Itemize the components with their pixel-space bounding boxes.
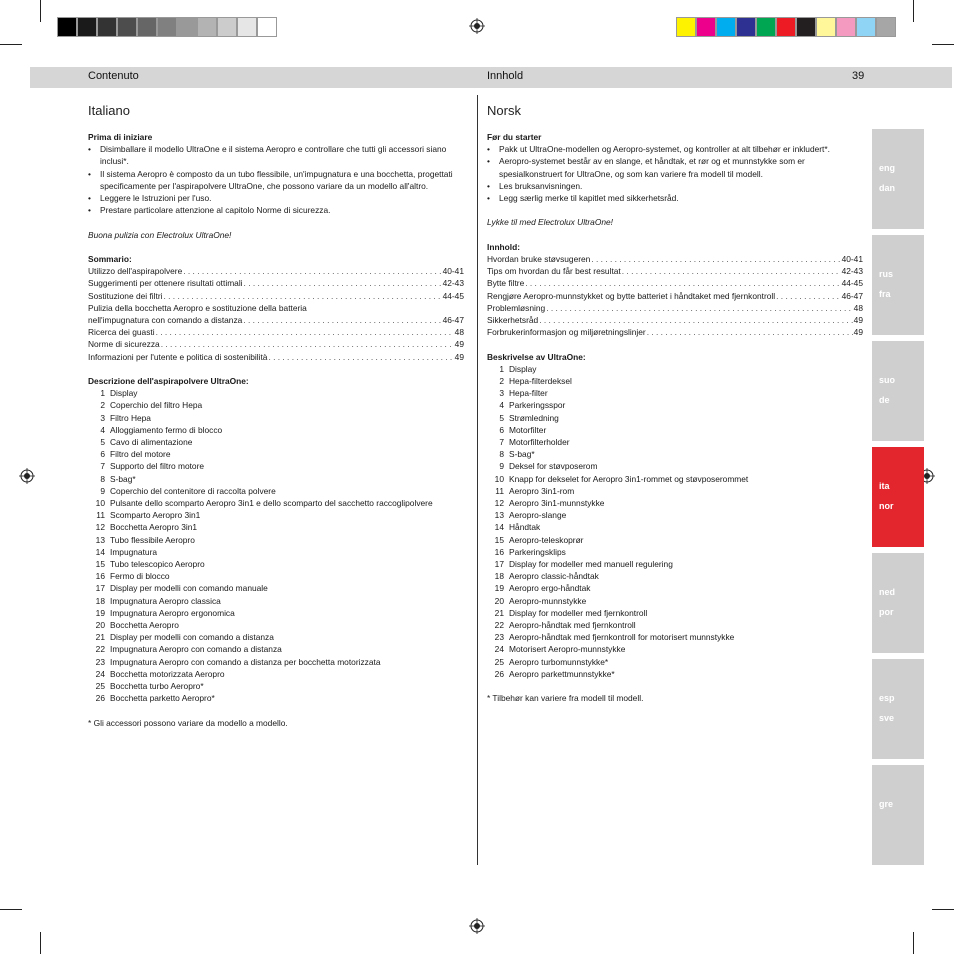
toc-entry — [487, 326, 863, 338]
list-item — [88, 619, 464, 631]
list-item — [487, 497, 863, 509]
language-tab-code: de — [879, 395, 890, 405]
part-number: 19 — [95, 607, 105, 618]
part-number: 2 — [100, 400, 105, 411]
bullet-item: • Aeropro-systemet består av en slange, et håndtak, et rør og et munnstykke som er spesialkonstruert for UltraOne, og som kan variere fra modell til modell. — [487, 155, 863, 179]
toc-entry — [487, 302, 863, 314]
list-item — [487, 363, 863, 375]
part-number: 16 — [494, 546, 504, 557]
part-number: 4 — [499, 400, 504, 411]
list-item — [88, 509, 464, 521]
part-number: 6 — [100, 449, 105, 460]
language-tab-ita[interactable] — [872, 447, 924, 547]
header-center: Innhold — [487, 70, 524, 82]
color-swatch — [177, 17, 197, 37]
list-item — [487, 619, 863, 631]
list-item — [88, 497, 464, 509]
toc-entry — [88, 338, 464, 350]
toc-leader — [161, 338, 454, 350]
greeting: Lykke til med Electrolux UltraOne! — [487, 217, 613, 228]
part-label: Coperchio del contenitore di raccolta polvere — [110, 485, 276, 496]
part-label: Parkeringsspor — [509, 400, 566, 411]
part-label: Motorfilter — [509, 424, 547, 435]
toc-leader — [546, 302, 852, 314]
list-item — [487, 582, 863, 594]
toc-leader — [622, 265, 841, 277]
part-label: Display for modeller med manuell regulering — [509, 559, 673, 570]
part-number: 12 — [95, 522, 105, 533]
color-swatch — [217, 17, 237, 37]
bullet-item: • Leggere le Istruzioni per l'uso. — [88, 192, 464, 204]
color-swatch — [696, 17, 716, 37]
toc-page: 49 — [853, 327, 863, 338]
language-tab-eng[interactable] — [872, 129, 924, 229]
before-heading: Prima di iniziare — [88, 132, 153, 142]
color-swatch — [816, 17, 836, 37]
language-tab-code: eng — [879, 163, 896, 173]
part-label: Coperchio del filtro Hepa — [110, 400, 203, 411]
part-number: 3 — [100, 412, 105, 423]
toc-title: Sostituzione dei filtri — [88, 290, 163, 301]
list-item — [487, 534, 863, 546]
list-item — [487, 399, 863, 411]
part-label: Pulsante dello scomparto Aeropro 3in1 e dello scomparto del sacchetto raccoglipolvere — [110, 498, 433, 509]
toc-title: Problemløsning — [487, 302, 546, 313]
list-item — [487, 448, 863, 460]
toc-page: 42-43 — [442, 278, 464, 289]
part-label: Aeropro ergo-håndtak — [509, 583, 591, 594]
part-label: Aeropro-håndtak med fjernkontroll — [509, 620, 636, 631]
toc-title: Bytte filtre — [487, 278, 525, 289]
list-item — [88, 582, 464, 594]
list-item — [487, 631, 863, 643]
bullet-item: • Les bruksanvisningen. — [487, 180, 863, 192]
language-tab-code: sve — [879, 713, 895, 723]
toc-page: 40-41 — [442, 266, 464, 277]
table-of-contents — [88, 265, 464, 363]
part-label: Tubo flessibile Aeropro — [110, 534, 195, 545]
color-swatch — [197, 17, 217, 37]
part-label: Display per modelli con comando a distanza — [110, 632, 274, 643]
footnote: * Gli accessori possono variare da modello a modello. — [88, 717, 288, 728]
language-tab-code: gre — [879, 799, 894, 809]
part-label: Impugnatura Aeropro ergonomica — [110, 607, 235, 618]
list-item — [487, 607, 863, 619]
language-tab-esp[interactable] — [872, 659, 924, 759]
part-number: 1 — [499, 363, 504, 374]
bullet-item: • Disimballare il modello UltraOne e il sistema Aeropro e controllare che tutti gli accessori siano inclusi*. — [88, 143, 464, 167]
part-label: Fermo di blocco — [110, 571, 170, 582]
part-label: Hepa-filter — [509, 388, 548, 399]
list-item — [88, 570, 464, 582]
part-label: Aeropro classic-håndtak — [509, 571, 599, 582]
part-number: 8 — [499, 449, 504, 460]
summary-heading: Innhold: — [487, 241, 521, 252]
section-title-italiano: Italiano — [88, 103, 130, 118]
part-number: 18 — [494, 571, 504, 582]
list-item — [487, 595, 863, 607]
part-label: Impugnatura Aeropro classica — [110, 595, 221, 606]
part-label: Hepa-filterdeksel — [509, 376, 572, 387]
part-number: 7 — [499, 437, 504, 448]
toc-entry — [88, 265, 464, 277]
part-number: 20 — [95, 620, 105, 631]
color-swatch — [836, 17, 856, 37]
toc-page: 44-45 — [442, 290, 464, 301]
part-number: 24 — [95, 668, 105, 679]
parts-list — [487, 363, 863, 680]
list-item — [88, 521, 464, 533]
page-number: 39 — [852, 70, 865, 82]
part-number: 14 — [494, 522, 504, 533]
part-number: 5 — [499, 412, 504, 423]
registration-mark-icon — [469, 18, 485, 34]
part-label: S-bag* — [110, 473, 136, 484]
list-item — [88, 643, 464, 655]
color-swatch — [676, 17, 696, 37]
toc-entry — [88, 314, 464, 326]
part-number: 11 — [96, 510, 105, 521]
part-label: Tubo telescopico Aeropro — [110, 559, 205, 570]
toc-leader — [183, 265, 441, 277]
list-item — [487, 412, 863, 424]
part-number: 16 — [95, 571, 105, 582]
part-label: Bocchetta parketto Aeropro* — [110, 693, 215, 704]
parts-list — [88, 387, 464, 704]
list-item — [88, 595, 464, 607]
toc-page: 40-41 — [841, 254, 863, 264]
toc-entry — [88, 302, 464, 314]
header-left: Contenuto — [88, 70, 139, 82]
part-number: 13 — [494, 510, 504, 521]
before-list — [88, 143, 464, 216]
part-number: 9 — [499, 461, 504, 472]
toc-page: 48 — [454, 327, 464, 338]
part-label: Aeropro 3in1-rom — [509, 485, 575, 496]
toc-leader — [268, 351, 453, 363]
part-number: 23 — [494, 632, 504, 643]
part-label: Bocchetta turbo Aeropro* — [110, 681, 204, 692]
list-item — [487, 509, 863, 521]
part-number: 7 — [100, 461, 105, 472]
before-list — [487, 143, 863, 204]
toc-entry — [88, 290, 464, 302]
part-number: 26 — [494, 668, 504, 679]
part-label: Aeropro-slange — [509, 510, 567, 521]
registration-mark-icon — [19, 468, 35, 484]
parts-heading: Descrizione dell'aspirapolvere UltraOne: — [88, 376, 249, 387]
language-tab-code: ita — [879, 481, 890, 491]
part-label: Display — [509, 363, 537, 374]
list-item — [88, 668, 464, 680]
color-swatch — [736, 17, 756, 37]
toc-entry — [487, 290, 863, 302]
part-number: 17 — [95, 583, 105, 594]
part-number: 21 — [494, 607, 504, 618]
part-label: Knapp for dekselet for Aeropro 3in1-rommet og støvposerommet — [509, 473, 749, 484]
color-swatch — [77, 17, 97, 37]
list-item — [88, 534, 464, 546]
list-item — [487, 521, 863, 533]
language-tab-rus[interactable] — [872, 235, 924, 335]
language-tab-code: rus — [879, 269, 894, 279]
list-item — [487, 643, 863, 655]
part-label: Aeropro-teleskoprør — [509, 534, 584, 545]
color-swatch — [237, 17, 257, 37]
part-label: Bocchetta Aeropro — [110, 620, 179, 631]
list-item — [487, 460, 863, 472]
toc-entry — [487, 265, 863, 277]
list-item — [88, 412, 464, 424]
footnote: * Tilbehør kan variere fra modell til modell. — [487, 693, 644, 704]
part-number: 20 — [494, 595, 504, 606]
part-number: 12 — [494, 498, 504, 509]
language-tab-gre[interactable] — [872, 765, 924, 865]
part-label: Cavo di alimentazione — [110, 437, 193, 448]
language-tab-ned[interactable] — [872, 553, 924, 653]
table-of-contents — [487, 253, 863, 338]
list-item — [88, 558, 464, 570]
toc-page: 42-43 — [841, 266, 863, 277]
toc-page: 49 — [853, 315, 863, 326]
part-number: 22 — [95, 644, 105, 655]
part-label: Supporto del filtro motore — [110, 461, 205, 472]
toc-title: Utilizzo dell'aspirapolvere — [88, 266, 183, 277]
process-color-bar — [676, 17, 896, 37]
part-number: 6 — [499, 424, 504, 435]
toc-page: 49 — [454, 351, 464, 362]
toc-title: Informazioni per l'utente e politica di sostenibilità — [88, 351, 268, 362]
toc-title: nell'impugnatura con comando a distanza — [88, 315, 243, 326]
part-number: 17 — [494, 559, 504, 570]
part-number: 23 — [95, 656, 105, 667]
toc-title: Pulizia della bocchetta Aeropro e sostituzione della batteria — [88, 302, 307, 313]
greeting: Buona pulizia con Electrolux UltraOne! — [88, 229, 232, 240]
part-label: Aeropro turbomunnstykke* — [509, 656, 609, 667]
language-tab-code: por — [879, 607, 894, 617]
part-number: 8 — [100, 473, 105, 484]
part-label: Aeropro-munnstykke — [509, 595, 587, 606]
toc-leader — [539, 314, 852, 326]
toc-page: 46-47 — [841, 290, 863, 301]
color-swatch — [157, 17, 177, 37]
toc-title: Rengjøre Aeropro-munnstykket og bytte batteriet i håndtaket med fjernkontroll — [487, 290, 776, 301]
part-number: 25 — [95, 681, 105, 692]
part-label: Motorisert Aeropro-munnstykke — [509, 644, 626, 655]
language-tab-code: suo — [879, 375, 896, 385]
toc-leader — [156, 326, 454, 338]
toc-page: 48 — [853, 302, 863, 313]
color-swatch — [856, 17, 876, 37]
part-label: Deksel for støvposerom — [509, 461, 598, 472]
color-swatch — [257, 17, 277, 37]
language-tab-code: ned — [879, 587, 896, 597]
color-swatch — [796, 17, 816, 37]
part-number: 25 — [494, 656, 504, 667]
list-item — [487, 668, 863, 680]
part-number: 3 — [499, 388, 504, 399]
bullet-item: • Il sistema Aeropro è composto da un tubo flessibile, un'impugnatura e una bocchetta, progettati specificamente per l'aspirapolvere UltraOne, che possono variare da un modello all'altro. — [88, 168, 464, 192]
toc-entry — [88, 351, 464, 363]
part-number: 11 — [495, 485, 504, 496]
part-label: Aeropro parkettmunnstykke* — [509, 668, 615, 679]
list-item — [487, 424, 863, 436]
color-swatch — [137, 17, 157, 37]
part-number: 18 — [95, 595, 105, 606]
part-number: 19 — [494, 583, 504, 594]
language-tab-code: esp — [879, 693, 895, 703]
summary-heading: Sommario: — [88, 254, 132, 264]
toc-leader — [647, 326, 853, 338]
toc-entry — [487, 277, 863, 289]
toc-page: 44-45 — [841, 278, 863, 289]
color-swatch — [97, 17, 117, 37]
part-label: S-bag* — [509, 449, 535, 460]
list-item — [487, 387, 863, 399]
part-number: 14 — [95, 546, 105, 557]
part-number: 5 — [100, 437, 105, 448]
color-swatch — [57, 17, 77, 37]
toc-leader — [244, 277, 442, 289]
bullet-item: • Pakk ut UltraOne-modellen og Aeropro-systemet, og kontroller at alt tilbehør er inkludert*. — [487, 143, 863, 155]
part-number: 9 — [100, 485, 105, 496]
part-label: Strømledning — [509, 412, 559, 423]
toc-entry — [88, 326, 464, 338]
section-title-norsk: Norsk — [487, 103, 521, 118]
list-item — [487, 546, 863, 558]
toc-title: Ricerca dei guasti — [88, 327, 155, 338]
part-number: 10 — [95, 498, 105, 509]
grey-color-bar — [57, 17, 277, 37]
before-heading: Før du starter — [487, 132, 542, 142]
list-item — [88, 656, 464, 668]
toc-entry — [88, 277, 464, 289]
part-label: Bocchetta motorizzata Aeropro — [110, 668, 225, 679]
part-label: Bocchetta Aeropro 3in1 — [110, 522, 198, 533]
bullet-item: • Prestare particolare attenzione al capitolo Norme di sicurezza. — [88, 204, 464, 216]
list-item — [487, 485, 863, 497]
registration-mark-icon — [469, 918, 485, 934]
list-item — [487, 473, 863, 485]
color-swatch — [117, 17, 137, 37]
part-label: Impugnatura Aeropro con comando a distanza — [110, 644, 282, 655]
part-label: Display — [110, 388, 138, 399]
part-label: Parkeringsklips — [509, 546, 566, 557]
part-label: Impugnatura Aeropro con comando a distanza per bocchetta motorizzata — [110, 656, 381, 667]
part-label: Filtro del motore — [110, 449, 171, 460]
toc-title: Sikkerhetsråd — [487, 315, 539, 326]
toc-entry — [487, 253, 863, 265]
toc-page: 46-47 — [442, 315, 464, 326]
toc-leader — [163, 290, 441, 302]
list-item — [88, 546, 464, 558]
column-divider — [477, 95, 478, 865]
toc-leader — [243, 314, 441, 326]
part-label: Aeropro 3in1-munnstykke — [509, 498, 605, 509]
toc-title: Hvordan bruke støvsugeren — [487, 254, 591, 264]
italiano-column — [88, 131, 464, 729]
part-number: 24 — [494, 644, 504, 655]
part-label: Aeropro-håndtak med fjernkontroll for motorisert munnstykke — [509, 632, 735, 643]
list-item — [487, 436, 863, 448]
toc-title: Suggerimenti per ottenere risultati ottimali — [88, 278, 243, 289]
list-item — [88, 680, 464, 692]
list-item — [487, 656, 863, 668]
color-swatch — [716, 17, 736, 37]
part-number: 26 — [95, 693, 105, 704]
toc-title: Norme di sicurezza — [88, 339, 160, 350]
language-tab-code: dan — [879, 183, 896, 193]
color-swatch — [756, 17, 776, 37]
part-number: 15 — [95, 559, 105, 570]
toc-leader — [776, 290, 840, 302]
toc-title: Forbrukerinformasjon og miljøretningslinjer — [487, 327, 646, 338]
part-number: 1 — [100, 388, 105, 399]
color-swatch — [776, 17, 796, 37]
toc-leader — [591, 253, 840, 265]
part-label: Alloggiamento fermo di blocco — [110, 424, 223, 435]
language-tab-code: nor — [879, 501, 894, 511]
bullet-item: • Legg særlig merke til kapitlet med sikkerhetsråd. — [487, 192, 863, 204]
toc-title: Tips om hvordan du får best resultat — [487, 266, 621, 277]
norsk-column — [487, 131, 863, 704]
list-item — [88, 607, 464, 619]
list-item — [487, 558, 863, 570]
list-item — [88, 387, 464, 399]
list-item — [487, 375, 863, 387]
list-item — [88, 399, 464, 411]
list-item — [88, 460, 464, 472]
list-item — [88, 631, 464, 643]
toc-page: 49 — [454, 339, 464, 350]
list-item — [88, 448, 464, 460]
toc-leader — [525, 277, 840, 289]
parts-heading: Beskrivelse av UltraOne: — [487, 351, 586, 362]
list-item — [88, 436, 464, 448]
part-number: 2 — [499, 376, 504, 387]
part-label: Impugnatura — [110, 546, 158, 557]
part-label: Display per modelli con comando manuale — [110, 583, 268, 594]
part-number: 22 — [494, 620, 504, 631]
color-swatch — [876, 17, 896, 37]
part-number: 21 — [95, 632, 105, 643]
part-number: 10 — [494, 473, 504, 484]
part-label: Display for modeller med fjernkontroll — [509, 607, 648, 618]
list-item — [88, 473, 464, 485]
part-number: 15 — [494, 534, 504, 545]
list-item — [88, 692, 464, 704]
part-label: Filtro Hepa — [110, 412, 151, 423]
list-item — [487, 570, 863, 582]
toc-entry — [487, 314, 863, 326]
language-tab-suo[interactable] — [872, 341, 924, 441]
language-tab-code: fra — [879, 289, 891, 299]
part-label: Håndtak — [509, 522, 541, 533]
part-label: Motorfilterholder — [509, 437, 570, 448]
part-label: Scomparto Aeropro 3in1 — [110, 510, 201, 521]
list-item — [88, 424, 464, 436]
part-number: 4 — [100, 424, 105, 435]
part-number: 13 — [95, 534, 105, 545]
list-item — [88, 485, 464, 497]
